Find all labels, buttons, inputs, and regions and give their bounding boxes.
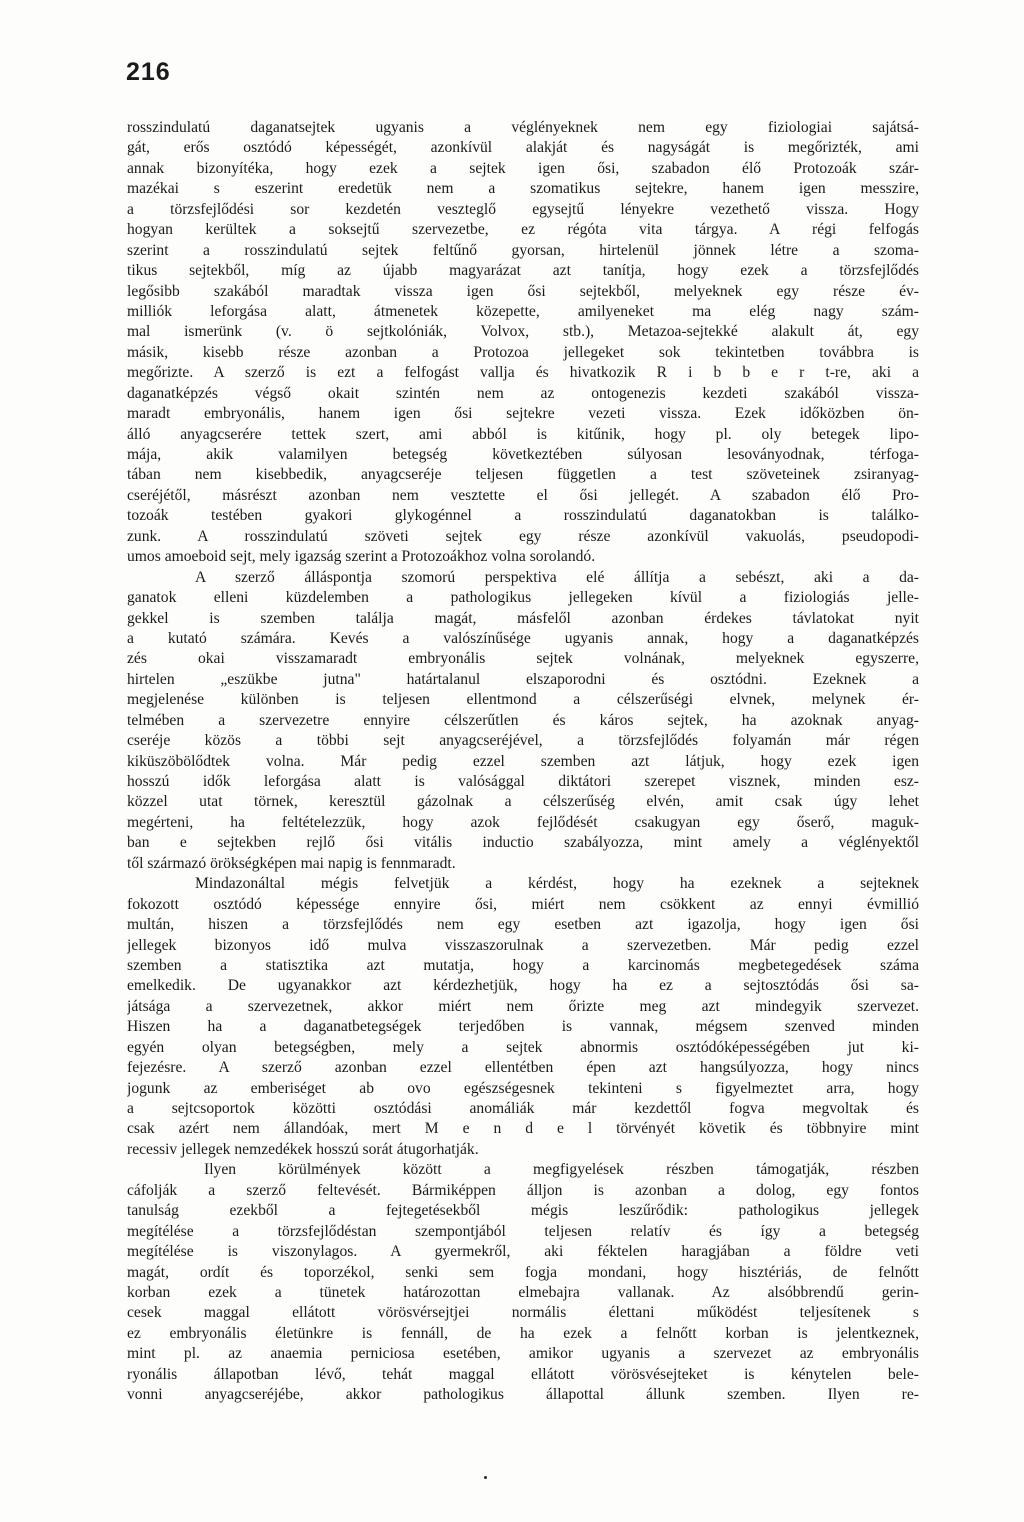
text-line: közzel utat törnek, keresztül gázolnak a célszerűség elvén, amit csak úgy lehet <box>127 793 919 811</box>
text-line: maradt embryonális, hanem igen ősi sejtekre vezeti vissza. Ezek időközben ön- <box>127 405 919 423</box>
text-line: álló anyagcserére tettek szert, ami abból is kitűnik, hogy pl. oly betegek lipo- <box>127 425 919 443</box>
text-line: ban e sejtekben rejlő ősi vitális inductio szabályozza, mint amely a véglényektől <box>127 834 919 852</box>
text-line: szemben a statisztika azt mutatja, hogy a karcinomás megbetegedések száma <box>127 956 919 974</box>
text-line: umos amoeboid sejt, mely igazság szerint a Protozoákhoz volna sorolandó. <box>127 548 596 566</box>
text-line: tában nem kisebbedik, anyagcseréje teljesen független a test szöveteinek zsiranyag- <box>127 466 919 484</box>
text-line: kiküszöbölődtek volna. Már pedig ezzel szemben azt látjuk, hogy ezek igen <box>127 752 919 770</box>
text-line: Mindazonáltal mégis felvetjük a kérdést, hogy ha ezeknek a sejteknek <box>195 875 919 893</box>
text-line: mal ismerünk (v. ö sejtkolóniák, Volvox, stb.), Metazoa-sejtekké alakult át, egy <box>127 323 919 341</box>
text-line: megítélése a törzsfejlődéstan szempontjából teljesen relatív és így a betegség <box>127 1222 919 1240</box>
text-line: cáfolják a szerző feltevését. Bármiképpen álljon is azonban a dolog, egy fontos <box>127 1181 919 1199</box>
text-line: a sejtcsoportok közötti osztódási anomáliák már kezdettől fogva megvoltak és <box>127 1100 919 1117</box>
text-line: rosszindulatú daganatsejtek ugyanis a véglényeknek nem egy fiziologiai sajátsá- <box>127 119 919 136</box>
text-line: emelkedik. De ugyanakkor azt kérdezhetjük, hogy ha ez a sejtosztódás ősi sa- <box>127 977 919 995</box>
text-line: fejezésre. A szerző azonban ezzel ellentétben épen azt hangsúlyozza, hogy nincs <box>127 1059 919 1077</box>
text-line: fokozott osztódó képessége ennyire ősi, miért nem csökkent az ennyi évmillió <box>127 895 919 913</box>
text-line: megjelenése különben is teljesen ellentmond a célszerűségi elvnek, melynek ér- <box>127 691 919 709</box>
text-line: daganatképzés végső okait szintén nem az ontogenezis kezdeti szakából vissza- <box>127 384 919 402</box>
text-line: mazékai s eszerint eredetük nem a szomatikus sejtekre, hanem igen messzire, <box>127 180 919 198</box>
text-line: cseréje közös a többi sejt anyagcseréjével, a törzsfejlődés folyamán már régen <box>127 732 919 750</box>
text-line: hogyan kerültek a soksejtű szervezetbe, ez régóta vita tárgya. A régi felfogás <box>127 221 919 239</box>
text-line: korban ezek a tünetek határozottan elmebajra vallanak. Az alsóbbrendű gerin- <box>127 1283 919 1301</box>
text-line: magát, ordít és toporzékol, senki sem fogja mondani, hogy hisztériás, de felnőtt <box>127 1263 919 1281</box>
text-line: mája, akik valamilyen betegség következtében súlyosan lesoványodnak, térfoga- <box>127 446 919 463</box>
text-line: ganatok elleni küzdelemben a pathologikus jellegeken kívül a fiziologiás jelle- <box>127 589 919 607</box>
text-line: szerint a rosszindulatú sejtek feltűnő gyorsan, hirtelenül jönnek létre a szoma- <box>127 241 919 259</box>
text-line: tozoák testében gyakori glykogénnel a rosszindulatú daganatokban is találko- <box>127 507 919 525</box>
text-line: jogunk az emberiséget ab ovo egészségesnek tekinteni s figyelmeztet arra, hogy <box>127 1079 919 1097</box>
text-line: milliók leforgása alatt, átmenetek közepette, amilyeneket ma elég nagy szám- <box>127 302 919 320</box>
text-line: vonni anyagcseréjébe, akkor pathologikus állapottal állunk szemben. Ilyen re- <box>127 1386 919 1404</box>
text-line: A szerző álláspontja szomorú perspektiva elé állítja a sebészt, aki a da- <box>195 568 919 586</box>
text-line: megítélése is viszonylagos. A gyermekről, aki féktelen haragjában a földre veti <box>127 1243 919 1261</box>
text-line: tanulság ezekből a fejtegetésekből mégis leszűrődik: pathologikus jellegek <box>127 1202 919 1220</box>
text-line: a kutató számára. Kevés a valószínűsége ugyanis annak, hogy a daganatképzés <box>127 629 919 647</box>
text-line: megérteni, ha feltételezzük, hogy azok fejlődését csakugyan egy őserő, maguk- <box>127 813 919 831</box>
text-line: másik, kisebb része azonban a Protozoa jellegeket sok tekintetben továbbra is <box>127 343 919 361</box>
text-line: telmében a szervezetre ennyire célszerűtlen és káros sejtek, ha azoknak anyag- <box>127 711 919 729</box>
text-line: ryonális állapotban lévő, tehát maggal ellátott vörösvésejteket is kénytelen bele- <box>127 1365 919 1383</box>
text-line: zés okai visszamaradt embryonális sejtek volnának, melyeknek egyszerre, <box>127 650 919 668</box>
body-text <box>127 118 919 1406</box>
text-line: a törzsfejlődési sor kezdetén veszteglő egysejtű lényekre vezethető vissza. Hogy <box>127 200 919 218</box>
text-line: megőrizte. A szerző is ezt a felfogást vallja és hivatkozik R i b b e r t-re, aki a <box>127 364 919 382</box>
text-line: cesek maggal ellátott vörösvérsejtjei normális élettani működést teljesítenek s <box>127 1304 919 1322</box>
text-line: mint pl. az anaemia perniciosa esetében, amikor ugyanis a szervezet az embryonális <box>127 1345 919 1363</box>
text-line: csak azért nem állandóak, mert M e n d e l törvényét követik és többnyire mint <box>127 1120 919 1138</box>
text-line: legősibb szakából maradtak vissza igen ősi sejtekből, melyeknek egy része év- <box>127 282 919 300</box>
text-line: multán, hiszen a törzsfejlődés nem egy esetben azt igazolja, hogy igen ősi <box>127 916 919 934</box>
page-number: 216 <box>126 58 171 86</box>
text-line: ez embryonális életünkre is fennáll, de ha ezek a felnőtt korban is jelentkeznek, <box>127 1324 919 1342</box>
text-line: zunk. A rosszindulatú szöveti sejtek egy része azonkívül vakuolás, pseudopodi- <box>127 527 919 545</box>
text-line: Hiszen ha a daganatbetegségek terjedőben is vannak, mégsem szenved minden <box>127 1018 919 1036</box>
text-line: tikus sejtekből, míg az újabb magyarázat azt tanítja, hogy ezek a törzsfejlődés <box>127 262 919 280</box>
text-line: egyén olyan betegségben, mely a sejtek abnormis osztódóképességében jut ki- <box>127 1038 919 1056</box>
text-line: játsága a szervezetnek, akkor miért nem őrizte meg azt mindegyik szervezet. <box>127 997 919 1015</box>
text-line: recessiv jellegek nemzedékek hosszú sorát átugorhatják. <box>127 1140 479 1158</box>
text-line: jellegek bizonyos idő mulva visszaszorulnak a szervezetben. Már pedig ezzel <box>127 936 919 954</box>
text-line: től származó örökségképen mai napig is fennmaradt. <box>127 854 456 872</box>
text-line: hirtelen „eszükbe jutna" határtalanul elszaporodni és osztódni. Ezeknek a <box>127 670 919 688</box>
text-line: gát, erős osztódó képességét, azonkívül alakját és nagyságát is megőrizték, ami <box>127 139 919 157</box>
text-line: Ilyen körülmények között a megfigyelések részben támogatják, részben <box>204 1161 919 1179</box>
ink-speck <box>484 1476 487 1479</box>
text-line: gekkel is szemben találja magát, másfelől azonban érdekes távlatokat nyit <box>127 609 919 627</box>
text-line: hosszú idők leforgása alatt is valósággal diktátori szerepet visznek, minden esz- <box>127 773 919 790</box>
text-line: annak bizonyítéka, hogy ezek a sejtek igen ősi, szabadon élő Protozoák szár- <box>127 159 919 177</box>
text-line: cseréjétől, másrészt azonban nem vesztette el ősi jellegét. A szabadon élő Pro- <box>127 486 919 504</box>
